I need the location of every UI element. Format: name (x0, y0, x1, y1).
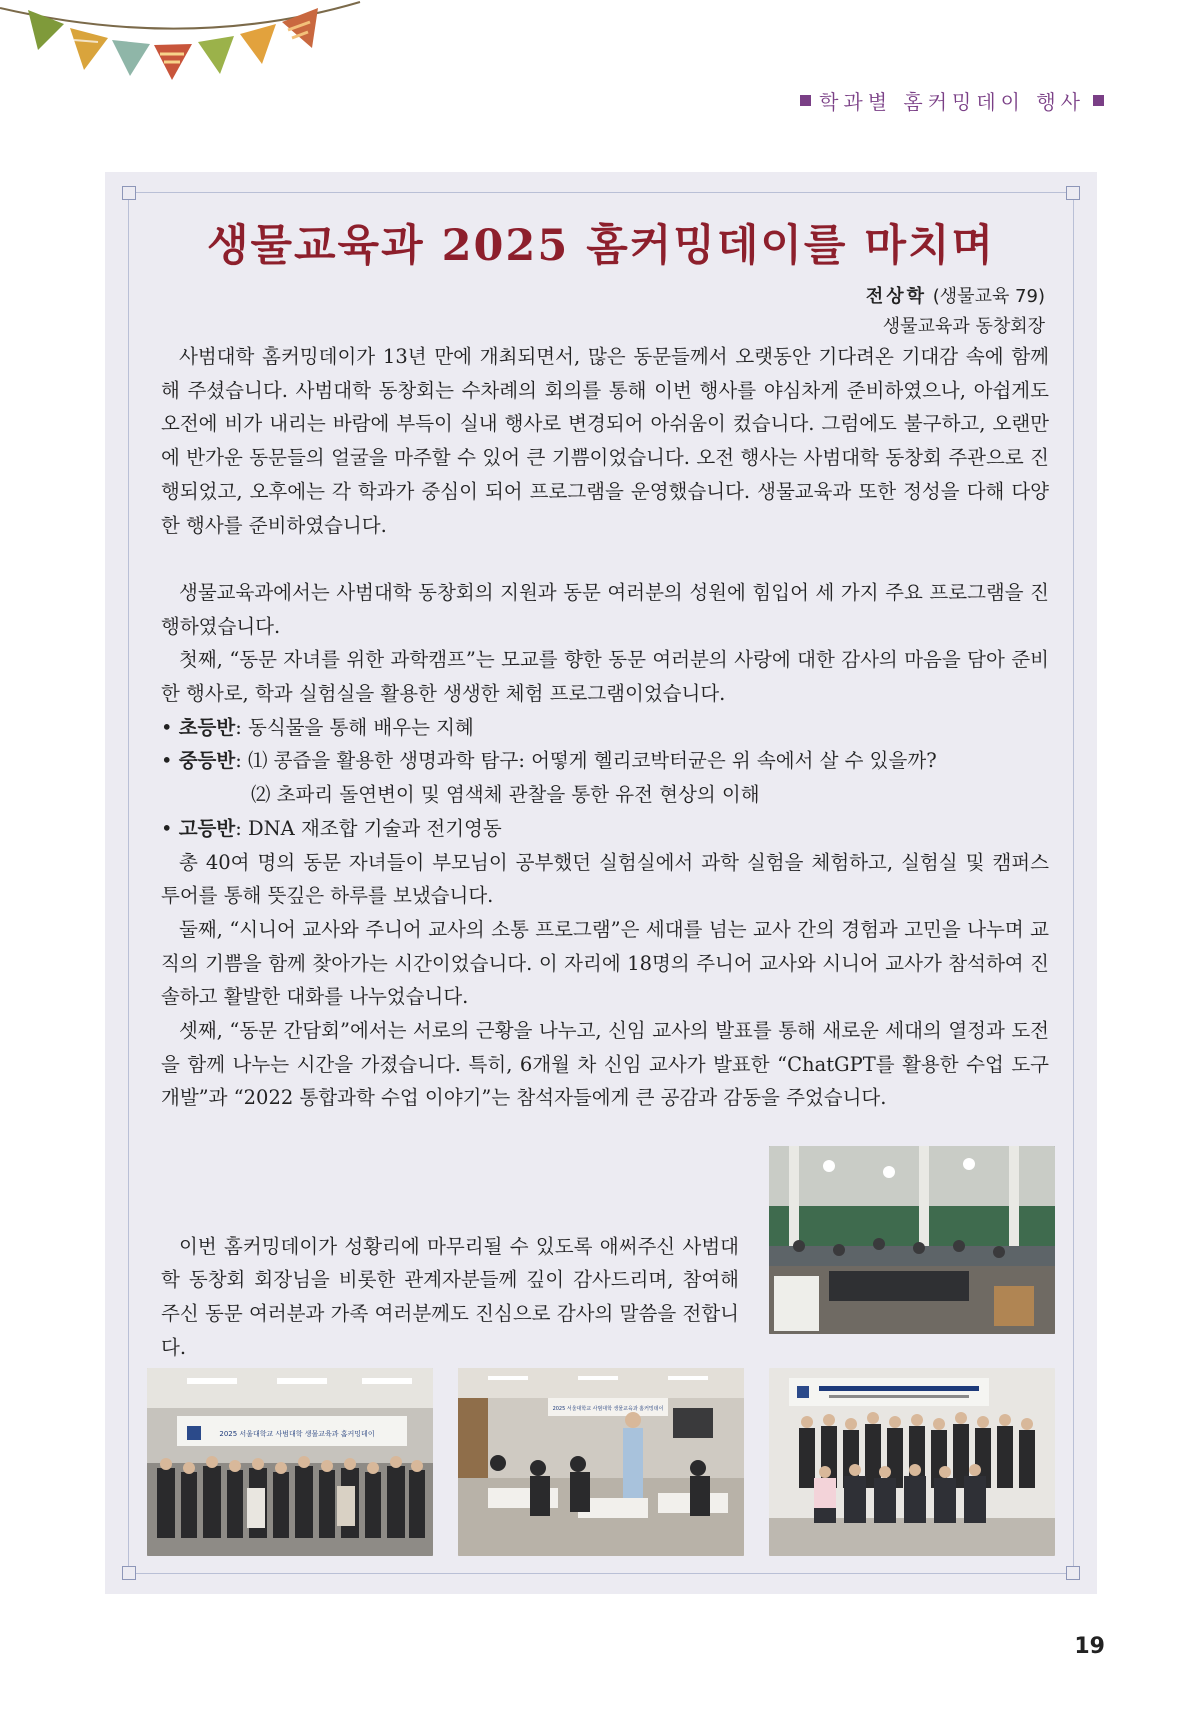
paragraph-intro: 사범대학 홈커밍데이가 13년 만에 개최되면서, 많은 동문들께서 오랫동안 기다려온 기대감 속에 함께해 주셨습니다. 사범대학 동창회는 수차례의 회의를 통해 이번 행사를 야심차게 준비하였으나, 아쉽게도 오전에 비가 내리는 바람에 부득이 실내 행사로 변경되어 아쉬움이 컸습니다. 그럼에도 불구하고, 오랜만에 반가운 동문들의 얼굴을 마주할 수 있어 큰 기쁨이었습니다. 오전 행사는 사범대학 동창회 주관으로 진행되었고, 오후에는 각 학과가 중심이 되어 프로그램을 운영했습니다. 생물교육과 또한 정성을 다해 다양한 행사를 준비하였습니다. (161, 345, 1049, 537)
paragraph-closing: 이번 홈커밍데이가 성황리에 마무리될 수 있도록 애써주신 사범대학 동창회 회장님을 비롯한 관계자분들께 깊이 감사드리며, 참여해 주신 동문 여러분과 가족 여러분께도 진심으로 감사의 말씀을 전합니다. (161, 1234, 739, 1359)
paragraph-third: 셋째, “동문 간담회”에서는 서로의 근황을 나누고, 신임 교사의 발표를 통해 새로운 세대의 열정과 도전을 함께 나누는 시간을 가졌습니다. 특히, 6개월 차 신임 교사가 발표한 “ChatGPT를 활용한 수업 도구 개발”과 “2022 통합과학 수업 이야기”는 참석자들에게 큰 공감과 감동을 주었습니다. (161, 1019, 1049, 1110)
program-middle: • 중등반: ⑴ 콩즙을 활용한 생명과학 탐구: 어떻게 헬리코박터균은 위 속에서 살 수 있을까? (161, 749, 937, 773)
bunting-decoration (0, 0, 380, 100)
article-panel (105, 172, 1097, 1594)
program-middle-second: ⑵ 초파리 돌연변이 및 염색체 관찰을 통한 유전 현상의 이해 (251, 783, 760, 807)
program-elementary: • 초등반: 동식물을 통해 배우는 지혜 (161, 715, 474, 739)
frame-corner-ornament (122, 1566, 136, 1580)
photo-seated-group (769, 1368, 1055, 1556)
section-tag-label: 학과별 홈커밍데이 행사 (819, 90, 1085, 114)
photo-seminar (458, 1368, 744, 1556)
article-body (161, 340, 1049, 1115)
paragraph-second: 둘째, “시니어 교사와 주니어 교사의 소통 프로그램”은 세대를 넘는 교사 간의 경험과 고민을 나누며 교직의 기쁨을 함께 찾아가는 시간이었습니다. 이 자리에 18명의 주니어 교사와 시니어 교사가 참석하여 진솔하고 활발한 대화를 나누었습니다. (161, 917, 1049, 1009)
author-block (866, 282, 1045, 342)
group-banner-title: 2025 서울대학교 사범대학 생물교육과 홈커밍데이 (219, 1430, 375, 1438)
paragraph-first: 첫째, “동문 자녀를 위한 과학캠프”는 모교를 향한 동문 여러분의 사랑에 대한 감사의 마음을 담아 준비한 행사로, 학과 실험실을 활용한 생생한 체험 프로그램이었습니다. (161, 648, 1049, 706)
author-affiliation: (생물교육 79) (932, 286, 1045, 307)
square-bullet-icon (1093, 95, 1104, 106)
square-bullet-icon (800, 95, 811, 106)
photo-hall-gathering (769, 1146, 1055, 1334)
section-tag (800, 86, 1104, 115)
author-role: 생물교육과 동창회장 (882, 316, 1045, 337)
photo-group-banner (147, 1368, 433, 1556)
article-title: 생물교육과 2025 홈커밍데이를 마치며 (206, 221, 996, 271)
program-high: • 고등반: DNA 재조합 기술과 전기영동 (161, 816, 502, 840)
frame-corner-ornament (1066, 186, 1080, 200)
paragraph-camp-summary: 총 40여 명의 동문 자녀들이 부모님이 공부했던 실험실에서 과학 실험을 체험하고, 실험실 및 캠퍼스 투어를 통해 뜻깊은 하루를 보냈습니다. (161, 850, 1049, 908)
frame-corner-ornament (1066, 1566, 1080, 1580)
page-number: 19 (1074, 1634, 1105, 1659)
seminar-banner-title: 2025 서울대학교 사범대학 생물교육과 홈커밍데이 (552, 1406, 664, 1412)
author-name: 전상학 (865, 286, 928, 307)
paragraph-programs: 생물교육과에서는 사범대학 동창회의 지원과 동문 여러분의 성원에 힘입어 세 가지 주요 프로그램을 진행하였습니다. (161, 580, 1049, 638)
frame-corner-ornament (122, 186, 136, 200)
